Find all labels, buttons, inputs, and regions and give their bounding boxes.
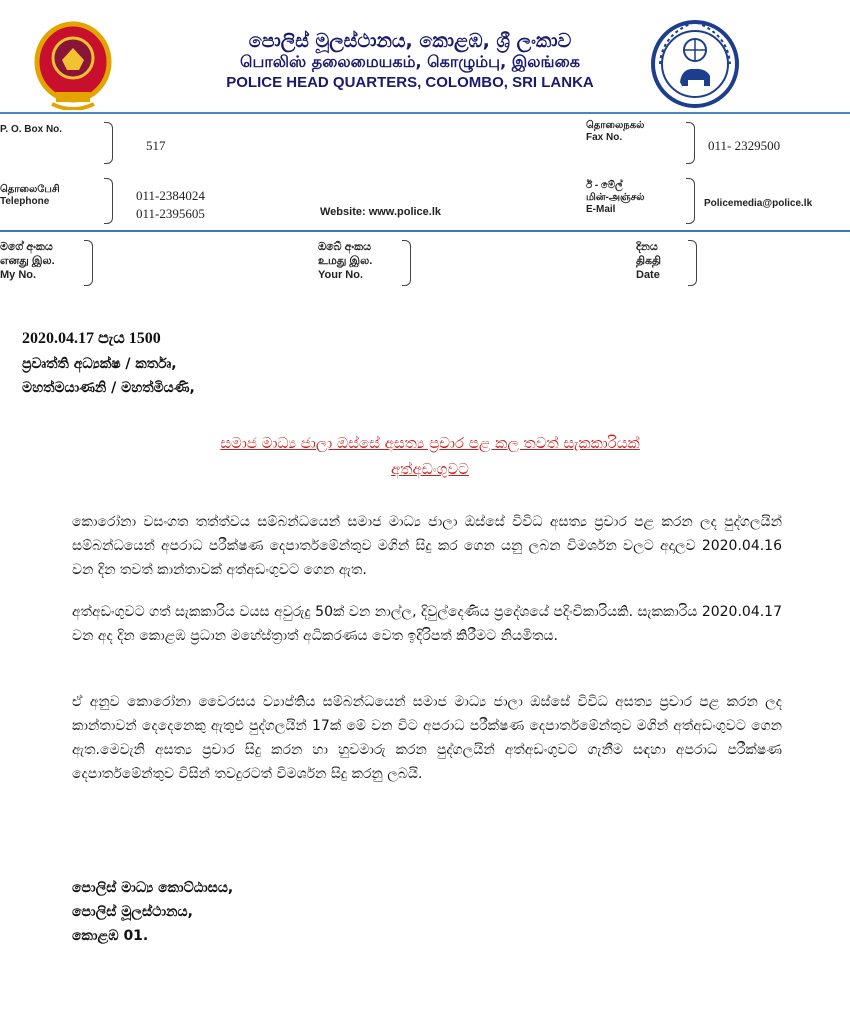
telephone-label: தொலைபேசி Telephone [0, 184, 60, 207]
header-tamil: பொலிஸ் தலைமையகம், கொழும்பு, இலங்கை [240, 52, 580, 71]
contact-rule [0, 230, 850, 232]
fax-value: 011- 2329500 [708, 138, 781, 153]
header-rule [0, 112, 850, 114]
website[interactable]: Website: www.police.lk [320, 206, 442, 218]
date-label: දිනය திகதி Date [636, 241, 662, 281]
signature-line-3: කොළඹ 01. [72, 928, 149, 944]
brace [688, 240, 697, 286]
fax-label: தொலைநகல் Fax No. [586, 120, 645, 143]
paragraph-1: කොරෝනා වසංගත තත්ත්වය සම්බන්ධයෙන් සමාජ මාධ්‍ය ජාලා ඔස්සේ විවිධ අසත්‍ය ප්‍රචාර පළ කරන ලද පුද්ගලයින් සම්බන්ධයෙන් අපරාධ පරීක්ෂණ දෙපාර්තමේන්තුව මගින් සිදු කර ගෙන යනු ලබන විමර්ශන වලට අදාලව 2020.04.16 වන දින තවත් කාන්තාවක් අත්අඩංගුවට ගෙන ඇත. [72, 514, 782, 578]
brace [686, 178, 695, 224]
signature-line-2: පොලිස් මූලස්ථානය, [72, 904, 193, 920]
brace [104, 122, 113, 164]
letter-title: සමාජ මාධ්‍ය ජාලා ඔස්සේ අසත්‍ය ප්‍රචාර පළ කල තවත් සැකකාරියක් අත්අඩංගුවට [220, 434, 640, 478]
letter-date: 2020.04.17 පැය 1500 [22, 330, 161, 347]
telephone-value-2: 011-2395605 [136, 206, 205, 221]
your-no-label: ඔබේ අංකය உமது இல. Your No. [318, 241, 373, 281]
brace [686, 122, 695, 164]
email-value[interactable]: Policemedia@police.lk [704, 198, 813, 209]
header-english: POLICE HEAD QUARTERS, COLOMBO, SRI LANKA [226, 74, 594, 91]
paragraph-3: ඒ අනුව කොරෝනා වෛරසය ව්‍යාප්තිය සම්බන්ධයෙන් සමාජ මාධ්‍ය ජාලා ඔස්සේ විවිධ අසත්‍ය ප්‍රචාර පළ කරන ලද කාන්තාවන් දෙදෙනෙකු ඇතුළු පුද්ගලයින් 17ක් මේ වන විට අපරාධ පරීක්ෂණ දෙපාර්තමේන්තුව මගින් අත්අඩංගුවට ගෙන ඇත.මෙවැනි අසත්‍ය ප්‍රචාර සිදු කරන හා හුවමාරු කරන පුද්ගලයින් අත්අඩංගුවට ගැනීම සඳහා අපරාධ පරීක්ෂණ දෙපාර්තමේන්තුව විසින් තවදුරටත් විමර්ශන සිදු කරනු ලබයි. [72, 694, 782, 782]
brace [104, 178, 113, 224]
header-sinhala: පොලිස් මූලස්ථානය, කොළඹ, ශ්‍රී ලංකාව [248, 30, 572, 52]
brace [402, 240, 411, 286]
addressee-1: ප්‍රවෘත්ති අධ්‍යක්ෂ / කර්තෘ, [22, 356, 177, 372]
signature-line-1: පොලිස් මාධ්‍ය කොට්ඨාසය, [72, 880, 234, 896]
email-label: ඊ - මේල් மின்-அஞ்சல் E-Mail [586, 180, 645, 215]
po-box-label: P. O. Box No. [0, 124, 63, 135]
paragraph-2: අත්අඩංගුවට ගත් සැකකාරිය වයස අවුරුදු 50ක් වන නාල්ල, දිවුල්දෙණිය ප්‍රදේශයේ පදිංචිකාරියකි. සැකකාරිය 2020.04.17 වන අද දින කොළඹ ප්‍රධාන මහේස්ත්‍රාත් අධිකරණය වෙත ඉදිරිපත් කිරීමට නියමිතය. [72, 604, 782, 644]
telephone-value-1: 011-2384024 [136, 188, 205, 203]
po-box-value: 517 [146, 138, 166, 153]
sri-lanka-emblem-icon [32, 18, 114, 110]
brace [84, 240, 93, 286]
addressee-2: මහත්මයාණනි / මහත්මියණි, [22, 380, 195, 396]
my-no-label: මගේ අංකය எனது இல. My No. [0, 241, 55, 281]
